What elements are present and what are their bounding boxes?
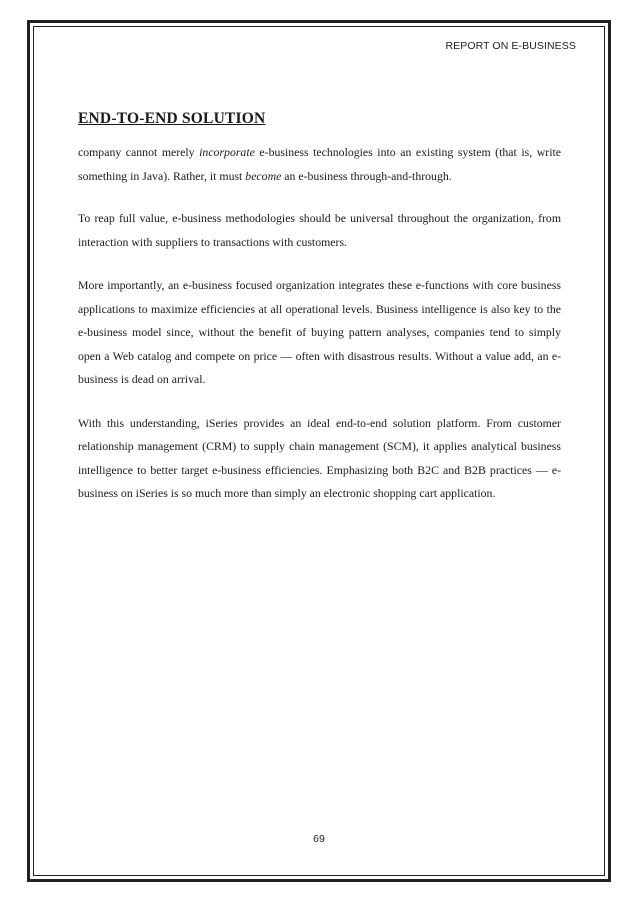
page-number: 69 <box>313 833 325 845</box>
section-title: END-TO-END SOLUTION <box>78 110 266 127</box>
paragraph-1-emphasis-incorporate: incorporate <box>199 145 255 159</box>
paragraph-1-part-e: an e-business through-and-through. <box>281 168 452 183</box>
paragraph-1-emphasis-become: become <box>245 168 282 183</box>
paragraph-2: To reap full value, e-business methodologies should be universal throughout the organization, from interaction with suppliers to transactions with customers. <box>78 211 561 249</box>
paragraph-1-part-c: e-business technologies into an existing system (that is, write something in Java). Rather, it must <box>78 145 561 183</box>
paragraph-4: With this understanding, iSeries provides an ideal end-to-end solution platform. From customer relationship management (CRM) to supply chain management (SCM), it applies analytical business intelligence to better target e-business efficiencies. Emphasizing both B2C and B2B practices — e-business on iSeries is so much more than simply an electronic shopping cart application. <box>78 415 561 500</box>
page-content <box>78 109 561 526</box>
running-header: REPORT ON E-BUSINESS <box>445 40 576 52</box>
paragraph-1-part-a: company cannot merely <box>78 145 200 159</box>
paragraph-3: More importantly, an e-business focused organization integrates these e-functions with core business applications to maximize efficiencies at all operational levels. Business intelligence is also key to the e-business model since, without the benefit of buying pattern analyses, companies tend to simply open a Web catalog and compete on price — often with disastrous results. Without a value add, an e-business is dead on arrival. <box>78 278 561 386</box>
paragraph-1 <box>78 141 561 188</box>
